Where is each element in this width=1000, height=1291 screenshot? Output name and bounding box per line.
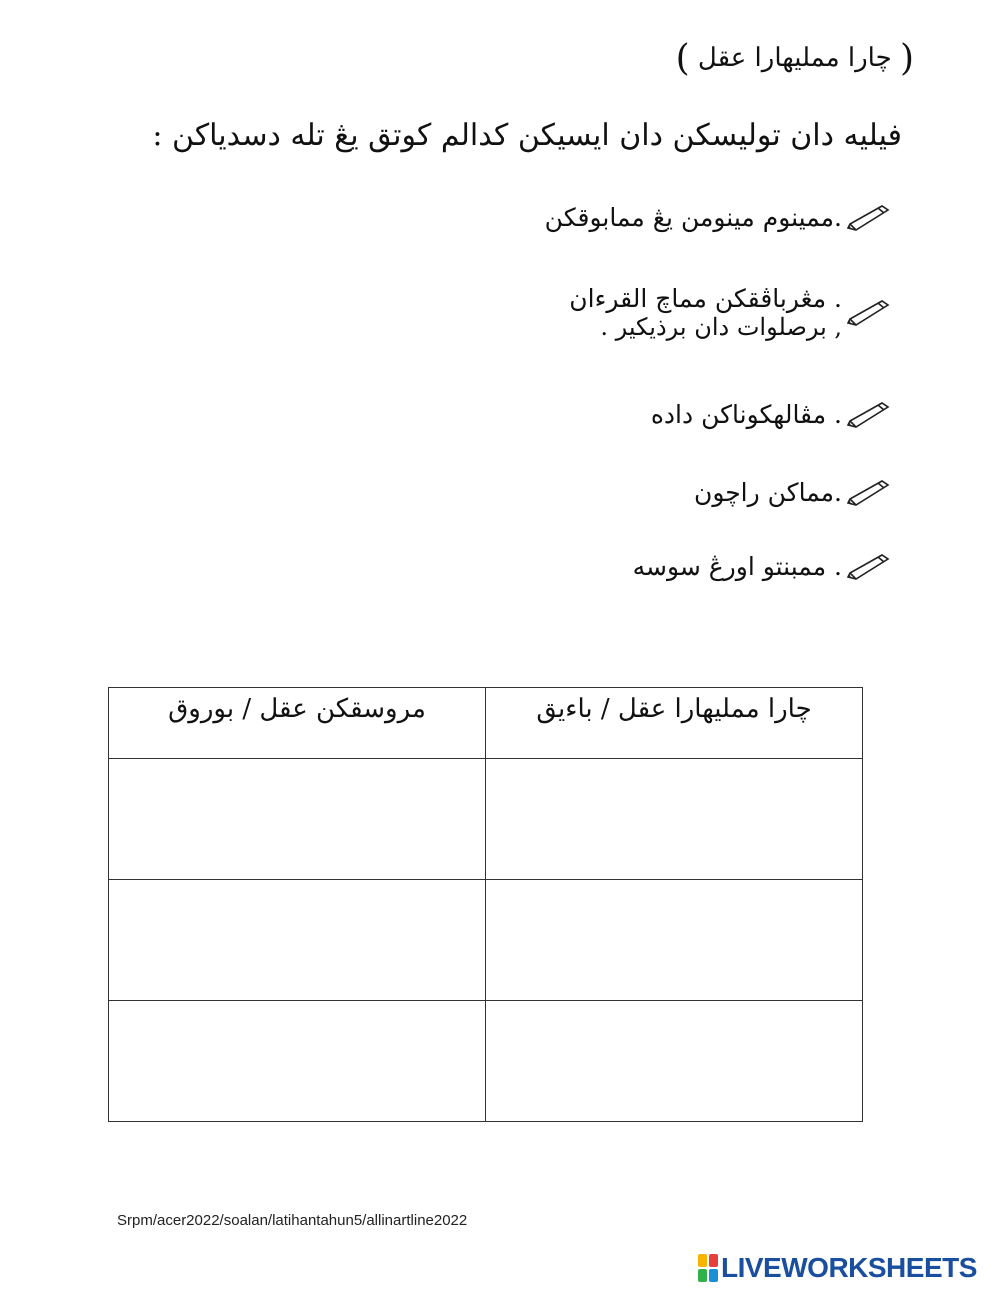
header-bad: چارا مملیهارا عقل / باءيق <box>486 688 863 759</box>
table-header-row <box>109 688 863 759</box>
header-good: مروسقكن عقل / بوروق <box>109 688 486 759</box>
list-item <box>694 478 890 507</box>
logo-block <box>709 1269 718 1282</box>
title-text: چارا مملیهارا عقل <box>697 43 892 73</box>
list-item <box>633 552 890 581</box>
logo-text: LIVEWORKSHEETS <box>721 1252 977 1283</box>
table-row <box>109 759 863 880</box>
table-row <box>109 880 863 1001</box>
page-title <box>676 38 914 79</box>
item-text: .ممينوم مينومن يڠ ممابوقكن <box>544 203 842 232</box>
item-text: . ممبنتو اورڠ سوسه <box>632 552 842 581</box>
pencil-icon <box>846 553 890 581</box>
table-row <box>109 1001 863 1122</box>
logo-block <box>709 1254 718 1267</box>
answer-cell-good[interactable] <box>486 759 863 880</box>
answer-cell-bad[interactable] <box>109 759 486 880</box>
pencil-icon <box>846 479 890 507</box>
pencil-icon <box>846 299 890 327</box>
list-item <box>651 400 890 429</box>
pencil-icon <box>846 204 890 232</box>
answer-cell-bad[interactable] <box>109 1001 486 1122</box>
footer-note: Srpm/acer2022/soalan/latihantahun5/allinartline2022 <box>117 1212 468 1229</box>
pencil-icon <box>846 401 890 429</box>
list-item <box>545 203 890 232</box>
logo-block <box>698 1269 707 1282</box>
item-text: . مڠرباڤقكن مماچ القرءان <box>569 284 842 313</box>
item-text-line2: , برصلوات دان برذيكير . <box>600 313 842 341</box>
open-paren: ( <box>899 38 914 79</box>
answer-cell-good[interactable] <box>486 880 863 1001</box>
liveworksheets-logo[interactable] <box>698 1253 977 1283</box>
answer-cell-bad[interactable] <box>109 880 486 1001</box>
instruction-text: فيليه دان توليسكن دان ايسيكن كدالم كوتق يڠ تله دسدياكن : <box>152 118 902 153</box>
answer-cell-good[interactable] <box>486 1001 863 1122</box>
answer-table <box>108 687 863 1122</box>
logo-block <box>698 1254 707 1267</box>
logo-blocks-icon <box>698 1254 718 1282</box>
list-item <box>569 284 890 341</box>
item-text: . مڤالهكوناكن داده <box>650 400 842 429</box>
close-paren: ) <box>675 38 690 79</box>
item-text-block <box>569 284 842 341</box>
item-text: .مماكن راچون <box>693 478 842 507</box>
